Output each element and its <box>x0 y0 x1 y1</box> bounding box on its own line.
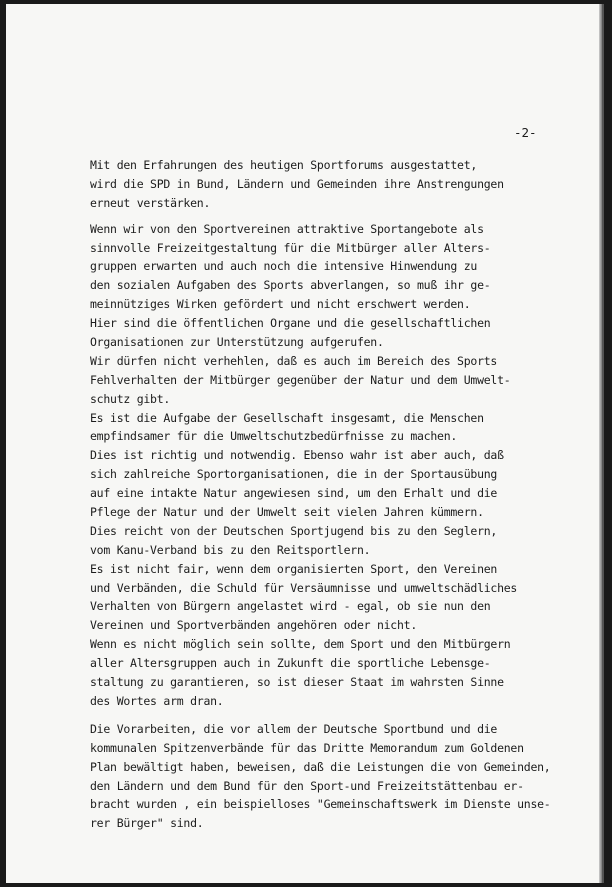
text-line: staltung zu garantieren, so ist dieser Staat im wahrsten Sinne <box>90 675 504 690</box>
text-line: bracht wurden , ein beispielloses "Gemeinschaftswerk im Dienste unse- <box>90 797 551 812</box>
text-line: Pflege der Natur und der Umwelt seit vielen Jahren kümmern. <box>90 505 484 520</box>
paragraph-2 <box>90 220 570 711</box>
text-line: sich zahlreiche Sportorganisationen, die in der Sportausübung <box>90 467 498 482</box>
text-line: Verhalten von Bürgern angelastet wird - egal, ob sie nun den <box>90 599 491 614</box>
document-body <box>90 156 570 833</box>
text-line: empfindsamer für die Umweltschutzbedürfnisse zu machen. <box>90 429 458 444</box>
text-line: vom Kanu-Verband bis zu den Reitsportlern. <box>90 542 371 557</box>
text-line: kommunalen Spitzenverbände für das Dritte Memorandum zum Goldenen <box>90 740 524 755</box>
text-line: den Ländern und dem Bund für den Sport-und Freizeitstättenbau er- <box>90 778 524 793</box>
paragraph-1 <box>90 156 570 213</box>
text-line: Die Vorarbeiten, die vor allem der Deutsche Sportbund und die <box>90 721 498 736</box>
text-line: Plan bewältigt haben, beweisen, daß die Leistungen die von Gemeinden, <box>90 759 551 774</box>
text-line: rer Bürger" sind. <box>90 816 204 831</box>
text-line: Fehlverhalten der Mitbürger gegenüber der Natur und dem Umwelt- <box>90 372 511 387</box>
text-line: gruppen erwarten und auch noch die intensive Hinwendung zu <box>90 259 478 274</box>
text-line: erneut verstärken. <box>90 195 211 210</box>
page-number: -2- <box>514 125 537 140</box>
text-line: Hier sind die öffentlichen Organe und die gesellschaftlichen <box>90 316 491 331</box>
text-line: Dies reicht von der Deutschen Sportjugend bis zu den Seglern, <box>90 523 498 538</box>
text-line: Wenn es nicht möglich sein sollte, dem Sport und den Mitbürgern <box>90 637 511 652</box>
text-line: und Verbänden, die Schuld für Versäumnisse und umweltschädliches <box>90 580 518 595</box>
text-line: Wenn wir von den Sportvereinen attraktive Sportangebote als <box>90 221 484 236</box>
text-line: auf eine intakte Natur angewiesen sind, um den Erhalt und die <box>90 486 498 501</box>
text-line: Vereinen und Sportverbänden angehören oder nicht. <box>90 618 418 633</box>
text-line: Es ist nicht fair, wenn dem organisierten Sport, den Vereinen <box>90 561 498 576</box>
text-line: Dies ist richtig und notwendig. Ebenso wahr ist aber auch, daß <box>90 448 504 463</box>
text-line: den sozialen Aufgaben des Sports abverlangen, so muß ihr ge- <box>90 278 491 293</box>
text-line: des Wortes arm dran. <box>90 693 224 708</box>
text-line: Organisationen zur Unterstützung aufgerufen. <box>90 335 384 350</box>
page-edge-shadow <box>599 4 602 883</box>
text-line: Mit den Erfahrungen des heutigen Sportforums ausgestattet, <box>90 158 478 172</box>
text-line: meinnütziges Wirken gefördert und nicht erschwert werden. <box>90 297 471 312</box>
text-line: sinnvolle Freizeitgestaltung für die Mitbürger aller Alters- <box>90 240 491 255</box>
text-line: schutz gibt. <box>90 391 171 406</box>
document-page <box>6 4 602 883</box>
text-line: aller Altersgruppen auch in Zukunft die sportliche Lebensge- <box>90 656 491 671</box>
text-line: Wir dürfen nicht verhehlen, daß es auch im Bereich des Sports <box>90 353 498 368</box>
text-line: Es ist die Aufgabe der Gesellschaft insgesamt, die Menschen <box>90 410 484 425</box>
paragraph-3 <box>90 720 570 833</box>
text-line: wird die SPD in Bund, Ländern und Gemeinden ihre Anstrengungen <box>90 176 504 191</box>
